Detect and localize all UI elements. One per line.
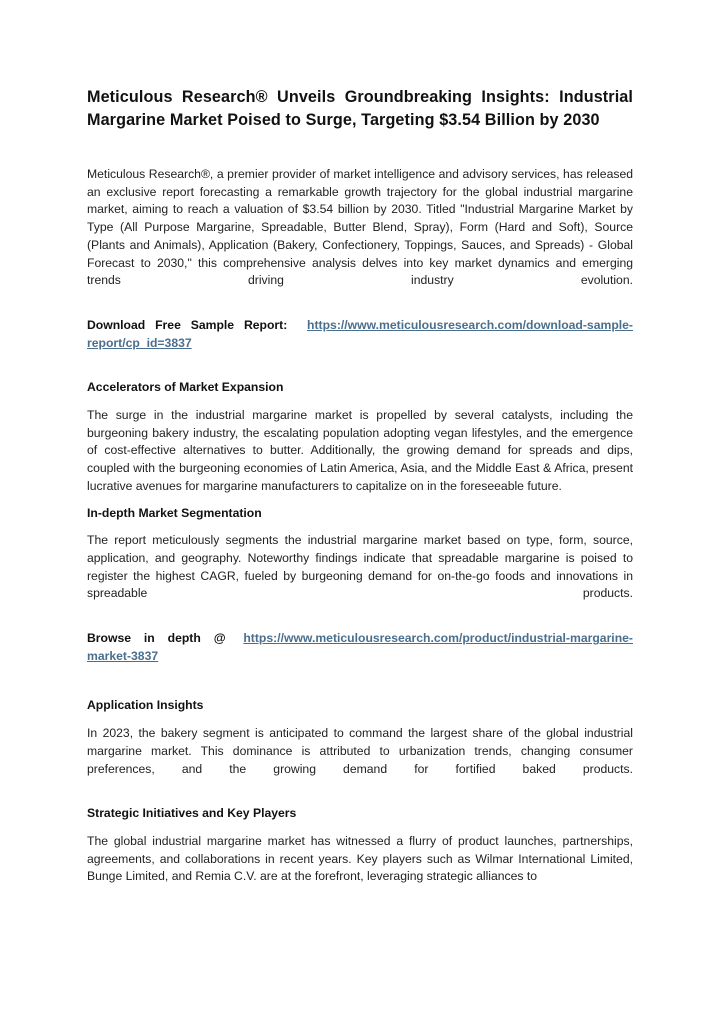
browse-line: [87, 630, 633, 665]
strategic-heading: Strategic Initiatives and Key Players: [87, 806, 297, 821]
strategic-paragraph: The global industrial margarine market has witnessed a flurry of product launches, partnerships, agreements, and collaborations in recent years. Key players such as Wilmar International Limited, Bunge Limited, and Remia C.V. are at the forefront, leveraging strategic alliances to: [87, 833, 633, 884]
segmentation-heading: In-depth Market Segmentation: [87, 505, 262, 520]
application-heading: Application Insights: [87, 698, 204, 713]
accelerators-paragraph: The surge in the industrial margarine market is propelled by several catalysts, including the burgeoning bakery industry, the escalating population adopting vegan lifestyles, and the emergence of cost-effective alternatives to butter. Additionally, the growing demand for spreads and dips, coupled with the burgeoning economies of Latin America, Asia, and the Middle East & Africa, present lucrative avenues for margarine manufacturers to capitalize on in the foreseeable future.: [87, 408, 633, 493]
document-title: Meticulous Research® Unveils Groundbreaking Insights: Industrial Margarine Market Poised to Surge, Targeting $3.54 Billion by 2030: [87, 88, 633, 129]
browse-label: Browse in depth @: [87, 631, 226, 646]
download-sample-link[interactable]: https://www.meticulousresearch.com/download-sample-report/cp_id=3837: [87, 317, 633, 350]
segmentation-paragraph: The report meticulously segments the industrial margarine market based on type, form, source, application, and geography. Noteworthy findings indicate that spreadable margarine is poised to register the highest CAGR, fueled by burgeoning demand for on-the-go foods and innovations in spreadable products.: [87, 533, 633, 601]
application-paragraph: In 2023, the bakery segment is anticipated to command the largest share of the global industrial margarine market. This dominance is attributed to urbanization trends, changing consumer preferences, and the growing demand for fortified baked products.: [87, 726, 633, 776]
intro-paragraph: Meticulous Research®, a premier provider of market intelligence and advisory services, has released an exclusive report forecasting a remarkable growth trajectory for the global industrial margarine market, aiming to reach a valuation of $3.54 billion by 2030. Titled "Industrial Margarine Market by Type (All Purpose Margarine, Spreadable, Butter Blend, Spray), Form (Hard and Soft), Source (Plants and Animals), Application (Bakery, Confectionery, Toppings, Sauces, and Spreads) - Global Forecast to 2030," this comprehensive analysis delves into key market dynamics and emerging trends driving industry evolution.: [87, 167, 633, 288]
download-sample-line: [87, 317, 633, 352]
download-sample-label: Download Free Sample Report:: [87, 317, 288, 332]
accelerators-heading: Accelerators of Market Expansion: [87, 380, 284, 395]
browse-link[interactable]: https://www.meticulousresearch.com/product/industrial-margarine-market-3837: [87, 631, 633, 663]
